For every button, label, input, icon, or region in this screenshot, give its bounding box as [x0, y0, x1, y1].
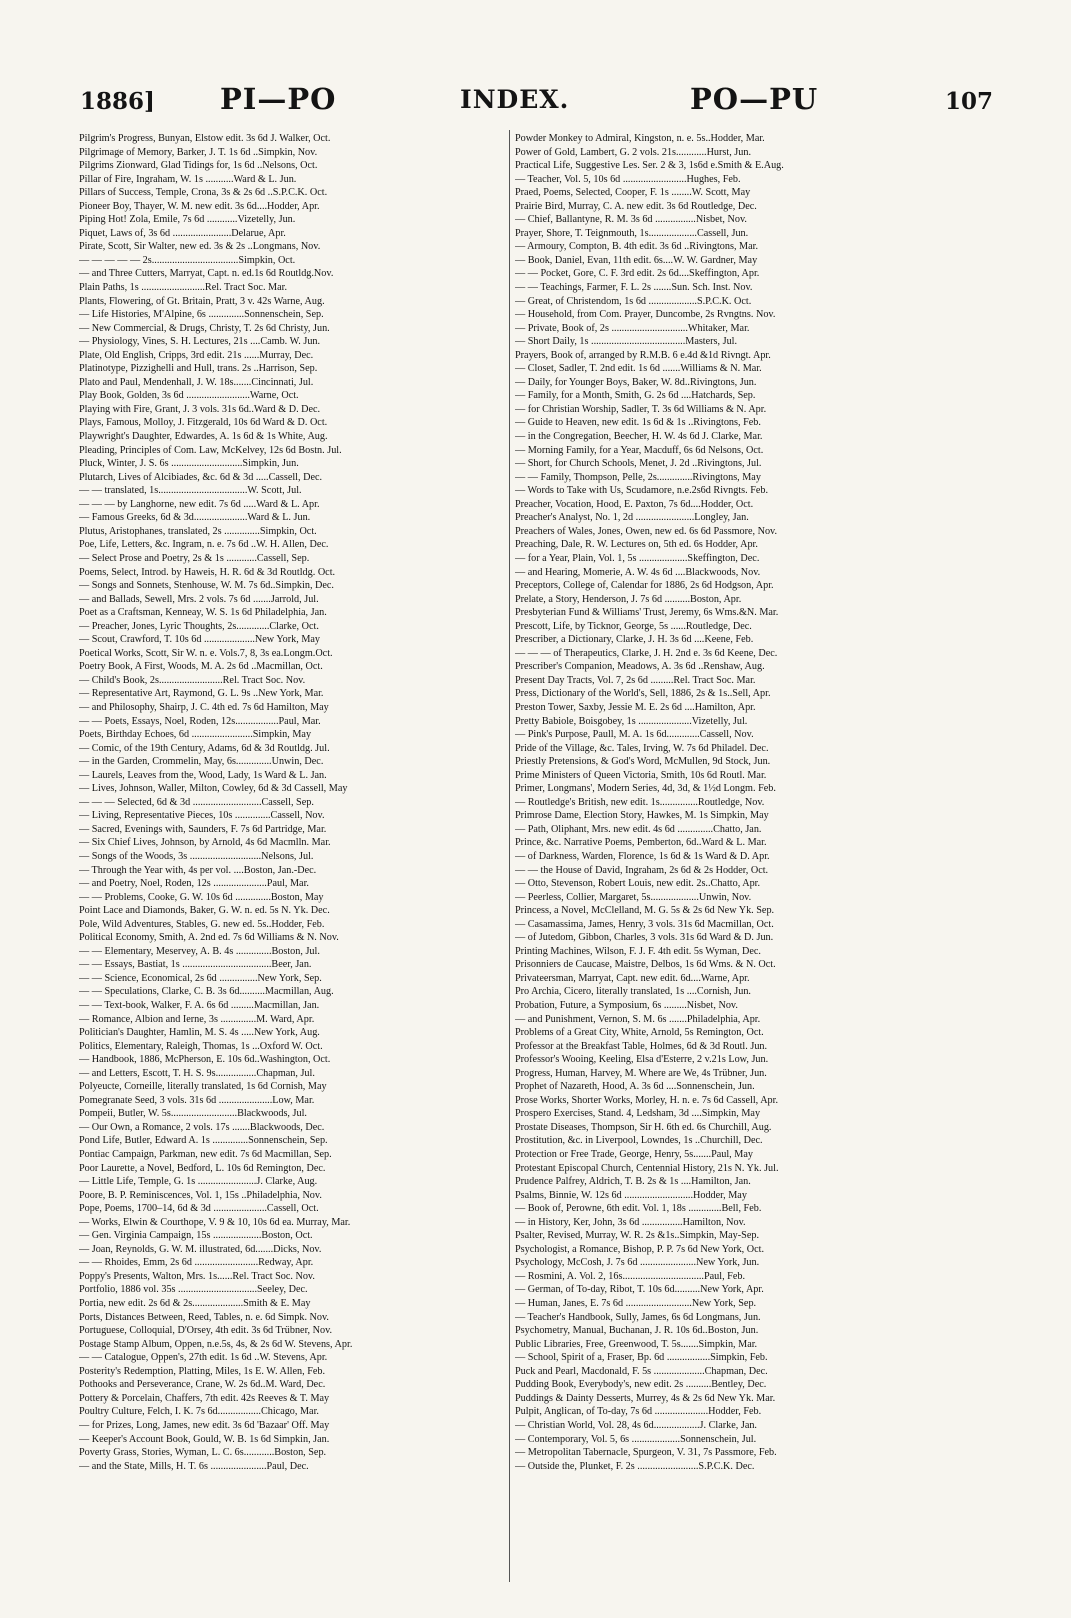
header-title: INDEX.	[460, 85, 570, 114]
right-column	[515, 132, 942, 1473]
index-entry: Priestly Pretensions, & God's Word, McMullen, 9d Stock, Jun.	[515, 756, 771, 768]
index-entry: Pulpit, Anglican, of To-day, 7s 6d .....................Hodder, Feb.	[515, 1406, 762, 1418]
index-entry: Plato and Paul, Mendenhall, J. W. 18s.......Cincinnati, Jul.	[79, 376, 314, 388]
index-entry: Piping Hot! Zola, Emile, 7s 6d ............Vizetelly, Jun.	[79, 214, 296, 226]
index-entry: — Short, for Church Schools, Menet, J. 2d ..Rivingtons, Jul.	[515, 458, 762, 470]
index-entry: — Romance, Albion and Ierne, 3s ..............M. Ward, Apr.	[79, 1013, 315, 1025]
index-entry: Prayers, Book of, arranged by R.M.B. 6 e.4d &1d Rivngt. Apr.	[515, 349, 771, 361]
index-entry: Puck and Pearl, Macdonald, F. 5s ....................Chapman, Dec.	[515, 1365, 768, 1377]
index-entry: Poor Laurette, a Novel, Bedford, L. 10s 6d Remington, Dec.	[79, 1162, 326, 1174]
index-entry: Pioneer Boy, Thayer, W. M. new edit. 3s 6d....Hodder, Apr.	[79, 200, 320, 212]
index-entry: Plutus, Aristophanes, translated, 2s ..............Simpkin, Oct.	[79, 525, 317, 537]
index-entry: Pride of the Village, &c. Tales, Irving, W. 7s 6d Philadel. Dec.	[515, 742, 769, 754]
index-entry: Protection or Free Trade, George, Henry, 5s.......Paul, May	[515, 1149, 753, 1161]
index-entry: — Routledge's British, new edit. 1s...............Routledge, Nov.	[515, 796, 765, 808]
index-entry: — Outside the, Plunket, F. 2s ........................S.P.C.K. Dec.	[515, 1460, 755, 1472]
column-divider	[509, 130, 510, 1582]
index-entry: — for Prizes, Long, James, new edit. 3s 6d 'Bazaar' Off. May	[79, 1419, 330, 1431]
index-entry: — and Ballads, Sewell, Mrs. 2 vols. 7s 6d .......Jarrold, Jul.	[79, 593, 319, 605]
index-entry: — — Family, Thompson, Pelle, 2s..............Rivingtons, May	[515, 471, 761, 483]
index-entry: — Casamassima, James, Henry, 3 vols. 31s 6d Macmillan, Oct.	[515, 918, 774, 930]
index-entry: — — Elementary, Meservey, A. B. 4s ..............Boston, Jul.	[79, 945, 320, 957]
index-entry: — Laurels, Leaves from the, Wood, Lady, 1s Ward & L. Jan.	[79, 769, 327, 781]
index-entry: Point Lace and Diamonds, Baker, G. W. n. ed. 5s N. Yk. Dec.	[79, 905, 330, 917]
index-entry: Plutarch, Lives of Alcibiades, &c. 6d & 3d .....Cassell, Dec.	[79, 471, 323, 483]
index-entry: — Six Chief Lives, Johnson, by Arnold, 4s 6d Macmlln. Mar.	[79, 837, 331, 849]
index-entry: — and Letters, Escott, T. H. S. 9s................Chapman, Jul.	[79, 1067, 315, 1079]
index-entry: — — the House of David, Ingraham, 2s 6d & 2s Hodder, Oct.	[515, 864, 769, 876]
index-entry: Posterity's Redemption, Platting, Miles, 1s E. W. Allen, Feb.	[79, 1365, 326, 1377]
index-entry: — and Philosophy, Shairp, J. C. 4th ed. 7s 6d Hamilton, May	[79, 701, 329, 713]
index-entry: — Closet, Sadler, T. 2nd edit. 1s 6d .......Williams & N. Mar.	[515, 363, 762, 375]
index-entry: Practical Life, Suggestive Les. Ser. 2 & 3, 1s6d e.Smith & E.Aug.	[515, 160, 784, 172]
index-entry: — Book of, Perowne, 6th edit. Vol. 1, 18s .............Bell, Feb.	[515, 1203, 762, 1215]
index-entry: Plays, Famous, Molloy, J. Fitzgerald, 10s 6d Ward & D. Oct.	[79, 417, 328, 429]
index-entry: — for Christian Worship, Sadler, T. 3s 6d Williams & N. Apr.	[515, 403, 767, 415]
index-entry: Pontiac Campaign, Parkman, new edit. 7s 6d Macmillan, Sep.	[79, 1149, 332, 1161]
index-entry: Problems of a Great City, White, Arnold, 5s Remington, Oct.	[515, 1027, 764, 1039]
index-entry: — Handbook, 1886, McPherson, E. 10s 6d..Washington, Oct.	[79, 1054, 331, 1066]
index-entry: Pretty Babiole, Boisgobey, 1s .....................Vizetelly, Jul.	[515, 715, 748, 727]
index-entry: — and Three Cutters, Marryat, Capt. n. ed.1s 6d Routldg.Nov.	[79, 268, 334, 280]
index-entry: Psalms, Binnie, W. 12s 6d ...........................Hodder, May	[515, 1189, 747, 1201]
index-entry: — Physiology, Vines, S. H. Lectures, 21s ....Camb. W. Jun.	[79, 336, 321, 348]
index-entry: Poetry Book, A First, Woods, M. A. 2s 6d ..Macmillan, Oct.	[79, 661, 323, 673]
index-entry: Plate, Old English, Cripps, 3rd edit. 21s ......Murray, Dec.	[79, 349, 314, 361]
index-entry: Prince, &c. Narrative Poems, Pemberton, 6d..Ward & L. Mar.	[515, 837, 767, 849]
index-entry: — — Catalogue, Oppen's, 27th edit. 1s 6d ..W. Stevens, Apr.	[79, 1352, 328, 1364]
index-entry: Preston Tower, Saxby, Jessie M. E. 2s 6d ....Hamilton, Apr.	[515, 701, 756, 713]
index-entry: — Scout, Crawford, T. 10s 6d ....................New York, May	[79, 634, 321, 646]
index-entry: — — Essays, Bastiat, 1s ...................................Beer, Jan.	[79, 959, 312, 971]
index-entry: Professor's Wooing, Keeling, Elsa d'Esterre, 2 v.21s Low, Jun.	[515, 1054, 769, 1066]
header-year: 1886]	[80, 88, 155, 115]
index-entry: — Lives, Johnson, Waller, Milton, Cowley, 6d & 3d Cassell, May	[79, 783, 348, 795]
index-entry: Preachers of Wales, Jones, Owen, new ed. 6s 6d Passmore, Nov.	[515, 525, 778, 537]
index-entry: Poems, Select, Introd. by Haweis, H. R. 6d & 3d Routldg. Oct.	[79, 566, 336, 578]
index-entry: Plain Paths, 1s .........................Rel. Tract Soc. Mar.	[79, 282, 288, 294]
index-entry: — Songs and Sonnets, Stenhouse, W. M. 7s 6d..Simpkin, Dec.	[79, 580, 334, 592]
page-number: 107	[944, 88, 993, 115]
index-entry: — Representative Art, Raymond, G. L. 9s ..New York, Mar.	[79, 688, 324, 700]
index-entry: Poet as a Craftsman, Kenneay, W. S. 1s 6d Philadelphia, Jan.	[79, 607, 327, 619]
index-entry: — Morning Family, for a Year, Macduff, 6s 6d Nelsons, Oct.	[515, 444, 764, 456]
index-entry: — and Punishment, Vernon, S. M. 6s .......Philadelphia, Apr.	[515, 1013, 761, 1025]
index-entry: Pothooks and Perseverance, Crane, W. 2s 6d..M. Ward, Dec.	[79, 1379, 326, 1391]
index-entry: Piquet, Laws of, 3s 6d .......................Delarue, Apr.	[79, 227, 286, 239]
index-entry: Pope, Poems, 1700–14, 6d & 3d .....................Cassell, Oct.	[79, 1203, 319, 1215]
index-entry: Pudding Book, Everybody's, new edit. 2s ..........Bentley, Dec.	[515, 1379, 767, 1391]
index-entry: — of Jutedom, Gibbon, Charles, 3 vols. 31s 6d Ward & D. Jun.	[515, 932, 774, 944]
index-entry: Primrose Dame, Election Story, Hawkes, M. 1s Simpkin, May	[515, 810, 769, 822]
index-entry: — — Science, Economical, 2s 6d ...............New York, Sep.	[79, 972, 322, 984]
index-entry: — Book, Daniel, Evan, 11th edit. 6s....W. W. Gardner, May	[515, 254, 758, 266]
index-entry: Political Economy, Smith, A. 2nd ed. 7s 6d Williams & N. Nov.	[79, 932, 339, 944]
index-entry: — Our Own, a Romance, 2 vols. 17s .......Blackwoods, Dec.	[79, 1121, 325, 1133]
index-entry: Prescriber, a Dictionary, Clarke, J. H. 3s 6d ....Keene, Feb.	[515, 634, 754, 646]
index-entry: — Daily, for Younger Boys, Baker, W. 8d..Rivingtons, Jun.	[515, 376, 757, 388]
index-entry: Pluck, Winter, J. S. 6s ............................Simpkin, Jun.	[79, 458, 299, 470]
index-entry: — Great, of Christendom, 1s 6d ...................S.P.C.K. Oct.	[515, 295, 752, 307]
index-entry: — — — — — 2s..................................Simpkin, Oct.	[79, 254, 296, 266]
index-entry: — Teacher's Handbook, Sully, James, 6s 6d Longmans, Jun.	[515, 1311, 761, 1323]
index-entry: Poetical Works, Scott, Sir W. n. e. Vols.7, 8, 3s ea.Longm.Oct.	[79, 647, 333, 659]
index-entry: Platinotype, Pizzighelli and Hull, trans. 2s ..Harrison, Sep.	[79, 363, 318, 375]
index-entry: — and Hearing, Momerie, A. W. 4s 6d ....Blackwoods, Nov.	[515, 566, 761, 578]
index-entry: — Keeper's Account Book, Gould, W. B. 1s 6d Simpkin, Jan.	[79, 1433, 330, 1445]
index-entry: Poppy's Presents, Walton, Mrs. 1s......Rel. Tract Soc. Nov.	[79, 1270, 315, 1282]
index-entry: Prayer, Shore, T. Teignmouth, 1s...................Cassell, Jun.	[515, 227, 749, 239]
index-entry: — Comic, of the 19th Century, Adams, 6d & 3d Routldg. Jul.	[79, 742, 330, 754]
index-entry: Prescott, Life, by Ticknor, George, 5s ......Routledge, Dec.	[515, 620, 752, 632]
index-entry: — Child's Book, 2s.........................Rel. Tract Soc. Nov.	[79, 674, 306, 686]
index-entry: — Pink's Purpose, Paull, M. A. 1s 6d.............Cassell, Nov.	[515, 729, 754, 741]
index-entry: Psalter, Revised, Murray, W. R. 2s &1s..Simpkin, May-Sep.	[515, 1230, 759, 1242]
index-entry: Power of Gold, Lambert, G. 2 vols. 21s............Hurst, Jun.	[515, 146, 751, 158]
index-entry: Preceptors, College of, Calendar for 1886, 2s 6d Hodgson, Apr.	[515, 580, 774, 592]
index-entry: Poultry Culture, Felch, I. K. 7s 6d.................Chicago, Mar.	[79, 1406, 319, 1418]
index-entry: — — — of Therapeutics, Clarke, J. H. 2nd e. 3s 6d Keene, Dec.	[515, 647, 778, 659]
index-entry: — School, Spirit of a, Fraser, Bp. 6d .................Simpkin, Feb.	[515, 1352, 768, 1364]
index-entry: Prophet of Nazareth, Hood, A. 3s 6d ....Sonnenschein, Jun.	[515, 1081, 755, 1093]
index-entry: Ports, Distances Between, Reed, Tables, n. e. 6d Simpk. Nov.	[79, 1311, 329, 1323]
index-entry: — Christian World, Vol. 28, 4s 6d..................J. Clarke, Jan.	[515, 1419, 757, 1431]
index-entry: — — Speculations, Clarke, C. B. 3s 6d..........Macmillan, Aug.	[79, 986, 334, 998]
index-entry: Progress, Human, Harvey, M. Where are We, 4s Trübner, Jun.	[515, 1067, 767, 1079]
index-entry: — Path, Oliphant, Mrs. new edit. 4s 6d ..............Chatto, Jan.	[515, 823, 762, 835]
index-entry: Psychometry, Manual, Buchanan, J. R. 10s 6d..Boston, Jun.	[515, 1325, 759, 1337]
index-entry: — Metropolitan Tabernacle, Spurgeon, V. 31, 7s Passmore, Feb.	[515, 1447, 777, 1459]
index-entry: — Joan, Reynolds, G. W. M. illustrated, 6d.......Dicks, Nov.	[79, 1243, 322, 1255]
index-entry: Poets, Birthday Echoes, 6d ........................Simpkin, May	[79, 729, 312, 741]
index-entry: — in the Congregation, Beecher, H. W. 4s 6d J. Clarke, Mar.	[515, 431, 763, 443]
index-entry: Politician's Daughter, Hamlin, M. S. 4s .....New York, Aug.	[79, 1027, 320, 1039]
index-entry: Preacher's Analyst, No. 1, 2d .......................Longley, Jan.	[515, 512, 749, 524]
index-entry: Preaching, Dale, R. W. Lectures on, 5th ed. 6s Hodder, Apr.	[515, 539, 758, 551]
index-entry: Poverty Grass, Stories, Wyman, L. C. 6s............Boston, Sep.	[79, 1447, 327, 1459]
index-entry: Prelate, a Story, Henderson, J. 7s 6d ..........Boston, Apr.	[515, 593, 742, 605]
index-entry: Politics, Elementary, Raleigh, Thomas, 1s ...Oxford W. Oct.	[79, 1040, 323, 1052]
index-entry: Play Book, Golden, 3s 6d .........................Warne, Oct.	[79, 390, 299, 402]
index-entry: Playing with Fire, Grant, J. 3 vols. 31s 6d..Ward & D. Dec.	[79, 403, 321, 415]
index-entry: Portia, new edit. 2s 6d & 2s....................Smith & E. May	[79, 1298, 311, 1310]
index-entry: Prostate Diseases, Thompson, Sir H. 6th ed. 6s Churchill, Aug.	[515, 1121, 772, 1133]
index-entry: — Words to Take with Us, Scudamore, n.e.2s6d Rivngts. Feb.	[515, 485, 769, 497]
index-entry: — Preacher, Jones, Lyric Thoughts, 2s.............Clarke, Oct.	[79, 620, 319, 632]
index-entry: — in History, Ker, John, 3s 6d ................Hamilton, Nov.	[515, 1216, 746, 1228]
index-entry: — Little Life, Temple, G. 1s .......................J. Clarke, Aug.	[79, 1176, 318, 1188]
index-entry: — Household, from Com. Prayer, Duncombe, 2s Rvngtns. Nov.	[515, 309, 776, 321]
index-entry: Primer, Longmans', Modern Series, 4d, 3d, & 1½d Longm. Feb.	[515, 783, 776, 795]
index-entry: Prospero Exercises, Stand. 4, Ledsham, 3d ....Simpkin, May	[515, 1108, 761, 1120]
left-column	[79, 132, 506, 1473]
index-entry: — New Commercial, & Drugs, Christy, T. 2s 6d Christy, Jun.	[79, 322, 330, 334]
index-entry: Pirate, Scott, Sir Walter, new ed. 3s & 2s ..Longmans, Nov.	[79, 241, 321, 253]
index-entry: — Family, for a Month, Smith, G. 2s 6d ....Hatchards, Sep.	[515, 390, 756, 402]
index-entry: Pole, Wild Adventures, Stables, G. new ed. 5s..Hodder, Feb.	[79, 918, 325, 930]
index-entry: — of Darkness, Warden, Florence, 1s 6d & 1s Ward & D. Apr.	[515, 850, 770, 862]
index-entry: Poe, Life, Letters, &c. Ingram, n. e. 7s 6d ..W. H. Allen, Dec.	[79, 539, 329, 551]
index-entry: Printing Machines, Wilson, F. J. F. 4th edit. 5s Wyman, Dec.	[515, 945, 761, 957]
index-entry: — Contemporary, Vol. 5, 6s ...................Sonnenschein, Jul.	[515, 1433, 757, 1445]
index-entry: — Works, Elwin & Courthope, V. 9 & 10, 10s 6d ea. Murray, Mar.	[79, 1216, 351, 1228]
index-entry: — and the State, Mills, H. T. 6s ......................Paul, Dec.	[79, 1460, 309, 1472]
index-entry: Pompeii, Butler, W. 5s..........................Blackwoods, Jul.	[79, 1108, 307, 1120]
index-entry: Public Libraries, Free, Greenwood, T. 5s.......Simpkin, Mar.	[515, 1338, 758, 1350]
index-entry: Pottery & Porcelain, Chaffers, 7th edit. 42s Reeves & T. May	[79, 1392, 330, 1404]
index-entry: Psychology, McCosh, J. 7s 6d ......................New York, Jun.	[515, 1257, 760, 1269]
index-entry: — Peerless, Collier, Margaret, 5s...................Unwin, Nov.	[515, 891, 752, 903]
index-entry: Pond Life, Butler, Edward A. 1s ..............Sonnenschein, Sep.	[79, 1135, 328, 1147]
index-entry: Present Day Tracts, Vol. 7, 2s 6d .........Rel. Tract Soc. Mar.	[515, 674, 756, 686]
index-entry: Prime Ministers of Queen Victoria, Smith, 10s 6d Routl. Mar.	[515, 769, 767, 781]
index-entry: Playwright's Daughter, Edwardes, A. 1s 6d & 1s White, Aug.	[79, 431, 328, 443]
index-entry: Pillar of Fire, Ingraham, W. 1s ...........Ward & L. Jun.	[79, 173, 297, 185]
index-entry: Press, Dictionary of the World's, Sell, 1886, 2s & 1s..Sell, Apr.	[515, 688, 771, 700]
index-entry: — — Teachings, Farmer, F. L. 2s .......Sun. Sch. Inst. Nov.	[515, 282, 753, 294]
index-entry: — Gen. Virginia Campaign, 15s ...................Boston, Oct.	[79, 1230, 313, 1242]
index-entry: Prose Works, Shorter Works, Morley, H. n. e. 7s 6d Cassell, Apr.	[515, 1094, 779, 1106]
index-entry: Privateersman, Marryat, Capt. new edit. 6d....Warne, Apr.	[515, 972, 750, 984]
index-entry: — Life Histories, M'Alpine, 6s ..............Sonnenschein, Sep.	[79, 309, 324, 321]
index-entry: Pleading, Principles of Com. Law, McKelvey, 12s 6d Bostn. Jul.	[79, 444, 342, 456]
index-entry: — Famous Greeks, 6d & 3d.....................Ward & L. Jun.	[79, 512, 311, 524]
index-entry: Plants, Flowering, of Gt. Britain, Pratt, 3 v. 42s Warne, Aug.	[79, 295, 325, 307]
index-entry: Preacher, Vocation, Hood, E. Paxton, 7s 6d....Hodder, Oct.	[515, 498, 754, 510]
index-entry: — — Text-book, Walker, F. A. 6s 6d .........Macmillan, Jan.	[79, 1000, 320, 1011]
index-entry: Portuguese, Colloquial, D'Orsey, 4th edit. 3s 6d Trübner, Nov.	[79, 1325, 333, 1337]
index-entry: Prudence Palfrey, Aldrich, T. B. 2s & 1s ....Hamilton, Jan.	[515, 1176, 751, 1188]
index-entry: — — — Selected, 6d & 3d ...........................Cassell, Sep.	[79, 796, 314, 808]
index-entry: Prisonniers de Caucase, Maistre, Delbos, 1s 6d Wms. & N. Oct.	[515, 959, 776, 971]
index-entry: — Human, Janes, E. 7s 6d ..........................New York, Sep.	[515, 1298, 757, 1310]
index-entry: Pro Archia, Cicero, literally translated, 1s ....Cornish, Jun.	[515, 986, 751, 998]
index-entry: — — Poets, Essays, Noel, Roden, 12s.................Paul, Mar.	[79, 715, 321, 727]
index-entry: Prairie Bird, Murray, C. A. new edit. 3s 6d Routledge, Dec.	[515, 200, 757, 212]
index-entry: Polyeucte, Corneille, literally translated, 1s 6d Cornish, May	[79, 1081, 327, 1093]
index-entry: — — Pocket, Gore, C. F. 3rd edit. 2s 6d....Skeffington, Apr.	[515, 268, 760, 280]
index-entry: — Private, Book of, 2s ..............................Whitaker, Mar.	[515, 322, 750, 334]
index-entry: Pilgrimage of Memory, Barker, J. T. 1s 6d ..Simpkin, Nov.	[79, 146, 318, 158]
index-entry: — Rosmini, A. Vol. 2, 16s................................Paul, Feb.	[515, 1270, 745, 1282]
header-right-range: PO—PU	[690, 82, 819, 116]
index-entry: Princess, a Novel, McClelland, M. G. 5s & 2s 6d New Yk. Sep.	[515, 905, 775, 917]
index-entry: — Armoury, Compton, B. 4th edit. 3s 6d ..Rivingtons, Mar.	[515, 241, 758, 253]
index-entry: Pillars of Success, Temple, Crona, 3s & 2s 6d ..S.P.C.K. Oct.	[79, 187, 328, 199]
index-entry: — and Poetry, Noel, Roden, 12s .....................Paul, Mar.	[79, 878, 309, 890]
index-entry: Professor at the Breakfast Table, Holmes, 6d & 3d Routl. Jun.	[515, 1040, 768, 1052]
index-entry: Puddings & Dainty Desserts, Murrey, 4s & 2s 6d New Yk. Mar.	[515, 1392, 776, 1404]
index-entry: Pilgrims Zionward, Glad Tidings for, 1s 6d ..Nelsons, Oct.	[79, 160, 318, 172]
index-entry: — — Problems, Cooke, G. W. 10s 6d ..............Boston, May	[79, 891, 324, 903]
index-entry: Psychologist, a Romance, Bishop, P. P. 7s 6d New York, Oct.	[515, 1243, 765, 1255]
index-entry: — Living, Representative Pieces, 10s ..............Cassell, Nov.	[79, 810, 325, 822]
index-entry: — Guide to Heaven, new edit. 1s 6d & 1s ..Rivingtons, Feb.	[515, 417, 761, 429]
index-entry: — Through the Year with, 4s per vol. ....Boston, Jan.-Dec.	[79, 864, 317, 876]
index-entry: — Sacred, Evenings with, Saunders, F. 7s 6d Partridge, Mar.	[79, 823, 327, 835]
index-entry: Protestant Episcopal Church, Centennial History, 21s N. Yk. Jul.	[515, 1162, 779, 1174]
index-entry: Pomegranate Seed, 3 vols. 31s 6d .....................Low, Mar.	[79, 1094, 315, 1106]
index-entry: — Short Daily, 1s .....................................Masters, Jul.	[515, 336, 738, 348]
index-entry: Pilgrim's Progress, Bunyan, Elstow edit. 3s 6d J. Walker, Oct.	[79, 133, 331, 144]
index-entry: — in the Garden, Crommelin, May, 6s..............Unwin, Dec.	[79, 756, 324, 768]
index-entry: Prescriber's Companion, Meadows, A. 3s 6d ..Renshaw, Aug.	[515, 661, 765, 673]
index-entry: — Teacher, Vol. 5, 10s 6d .........................Hughes, Feb.	[515, 173, 741, 185]
index-entry: — — translated, 1s...................................W. Scott, Jul.	[79, 485, 302, 497]
index-entry: — Select Prose and Poetry, 2s & 1s ............Cassell, Sep.	[79, 552, 310, 564]
index-entry: Powder Monkey to Admiral, Kingston, n. e. 5s..Hodder, Mar.	[515, 133, 765, 144]
index-entry: Prostitution, &c. in Liverpool, Lowndes, 1s ..Churchill, Dec.	[515, 1135, 763, 1147]
index-entry: — — — by Langhorne, new edit. 7s 6d .....Ward & L. Apr.	[79, 498, 320, 510]
index-entry: — for a Year, Plain, Vol. 1, 5s ...................Skeffington, Dec.	[515, 552, 760, 564]
index-entry: — — Rhoides, Emm, 2s 6d .........................Redway, Apr.	[79, 1257, 314, 1269]
index-entry: — German, of To-day, Ribot, T. 10s 6d..........New York, Apr.	[515, 1284, 764, 1296]
index-entry: Poore, B. P. Reminiscences, Vol. 1, 15s ..Philadelphia, Nov.	[79, 1189, 322, 1201]
index-entry: — Songs of the Woods, 3s ............................Nelsons, Jul.	[79, 850, 314, 862]
page-header	[80, 82, 993, 126]
header-left-range: PI—PO	[220, 82, 337, 116]
index-entry: — Chief, Ballantyne, R. M. 3s 6d ................Nisbet, Nov.	[515, 214, 747, 226]
index-entry: Postage Stamp Album, Oppen, n.e.5s, 4s, & 2s 6d W. Stevens, Apr.	[79, 1338, 353, 1350]
index-entry: Presbyterian Fund & Williams' Trust, Jeremy, 6s Wms.&N. Mar.	[515, 607, 779, 619]
index-entry: Probation, Future, a Symposium, 6s .........Nisbet, Nov.	[515, 1000, 738, 1011]
index-entry: Portfolio, 1886 vol. 35s ...............................Seeley, Dec.	[79, 1284, 308, 1296]
index-entry: — Otto, Stevenson, Robert Louis, new edit. 2s..Chatto, Apr.	[515, 878, 761, 890]
index-entry: Praed, Poems, Selected, Cooper, F. 1s ........W. Scott, May	[515, 187, 751, 199]
